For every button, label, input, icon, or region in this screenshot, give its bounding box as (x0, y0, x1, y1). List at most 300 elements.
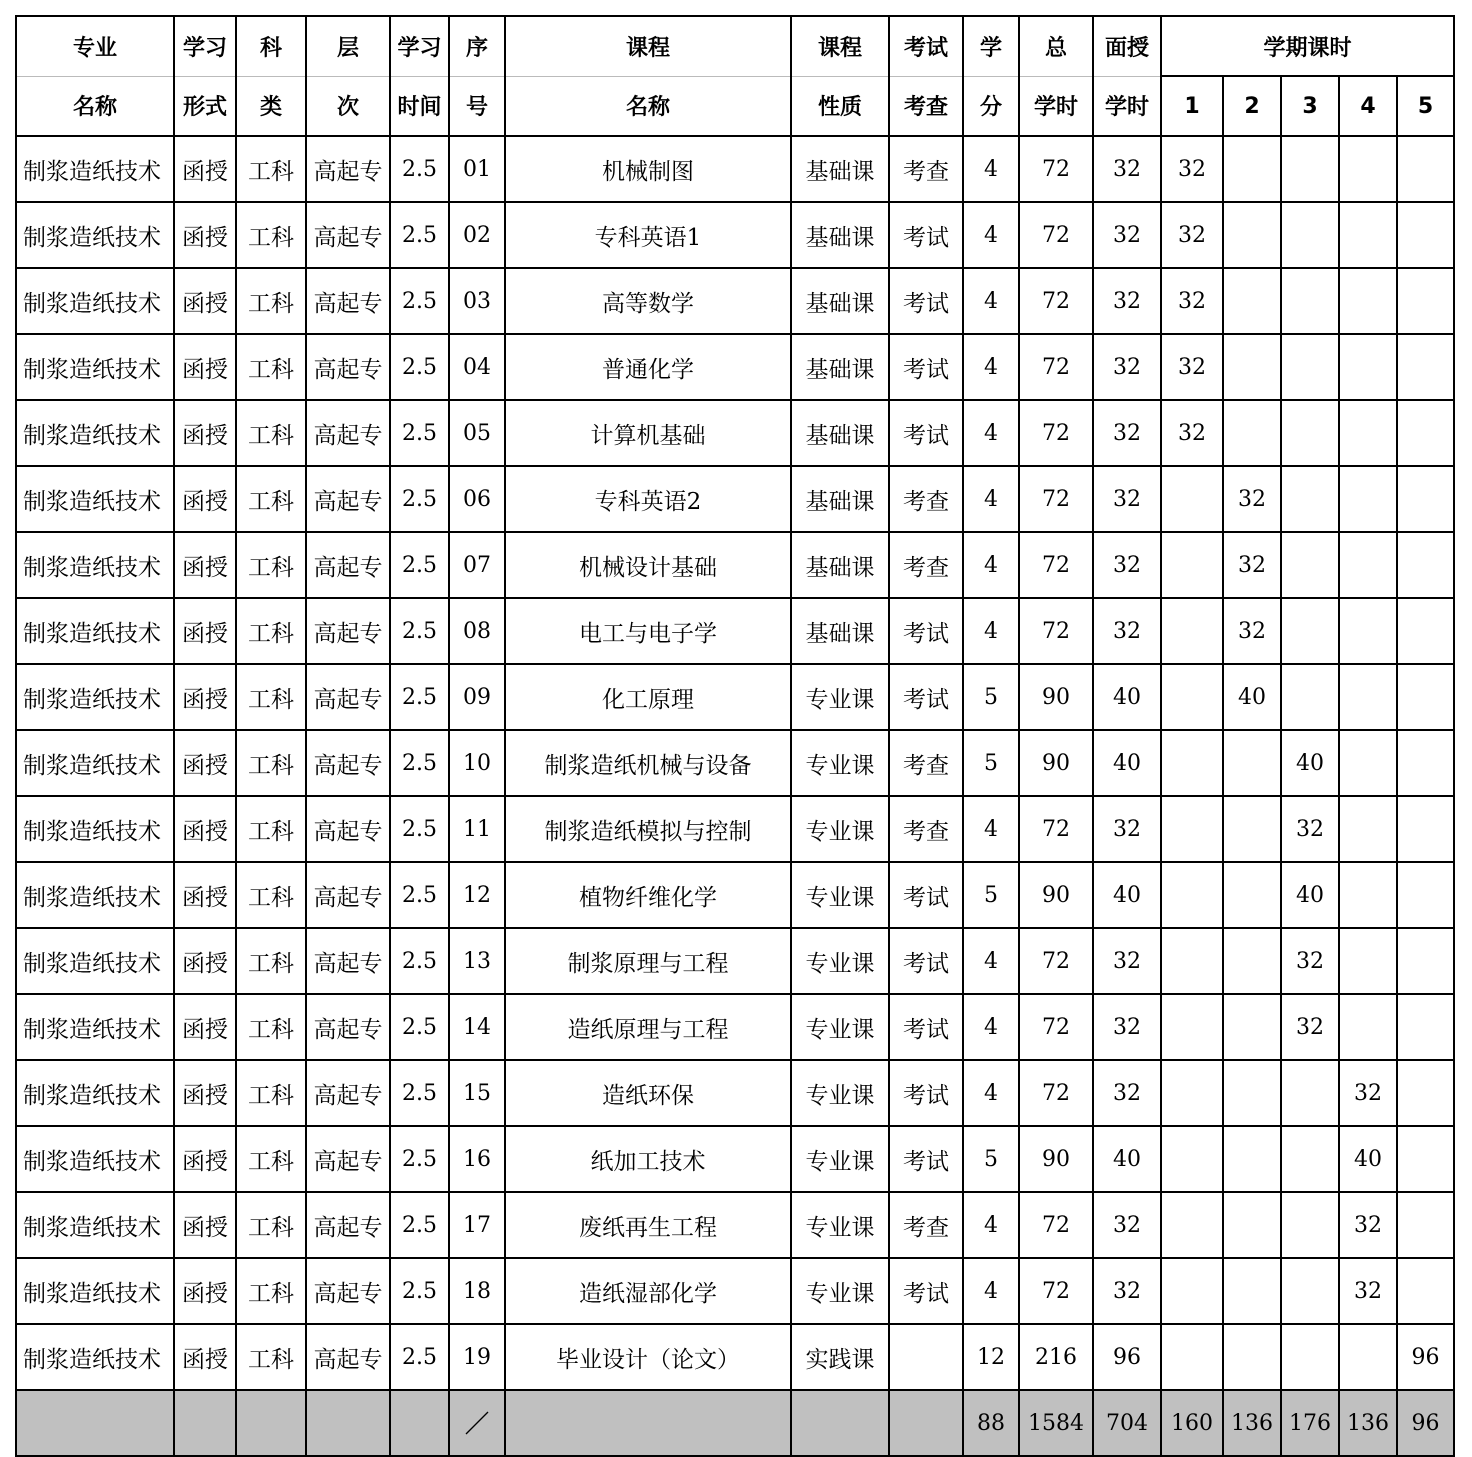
cell-semester-5 (1397, 1126, 1454, 1192)
cell-semester-3: 32 (1281, 994, 1339, 1060)
cell-study-mode: 函授 (174, 862, 236, 928)
cell-course-name: 机械制图 (505, 136, 791, 202)
cell-assessment: 考试 (889, 994, 963, 1060)
cell-semester-1 (1161, 1126, 1223, 1192)
cell-semester-4: 32 (1339, 1060, 1397, 1126)
cell-semester-4 (1339, 664, 1397, 730)
cell-serial: 14 (449, 994, 505, 1060)
table-row (16, 928, 1454, 994)
cell-study-mode: 函授 (174, 1324, 236, 1390)
cell-course-name: 化工原理 (505, 664, 791, 730)
totals-empty-cell (16, 1390, 174, 1456)
cell-study-mode: 函授 (174, 334, 236, 400)
cell-semester-3 (1281, 202, 1339, 268)
cell-major: 制浆造纸技术 (16, 1060, 174, 1126)
cell-semester-1: 32 (1161, 400, 1223, 466)
cell-total-hours: 216 (1019, 1324, 1093, 1390)
cell-semester-1: 32 (1161, 202, 1223, 268)
cell-semester-1 (1161, 664, 1223, 730)
cell-level: 高起专 (306, 1324, 390, 1390)
cell-semester-1: 32 (1161, 334, 1223, 400)
cell-duration: 2.5 (390, 1258, 449, 1324)
totals-total-hours: 1584 (1019, 1390, 1093, 1456)
cell-course-name: 制浆原理与工程 (505, 928, 791, 994)
cell-semester-3 (1281, 532, 1339, 598)
cell-level: 高起专 (306, 1126, 390, 1192)
cell-semester-4 (1339, 994, 1397, 1060)
cell-semester-2 (1223, 796, 1281, 862)
totals-empty-cell (791, 1390, 889, 1456)
cell-level: 高起专 (306, 730, 390, 796)
cell-semester-4 (1339, 202, 1397, 268)
cell-course-type: 专业课 (791, 1126, 889, 1192)
cell-discipline: 工科 (236, 994, 306, 1060)
cell-course-type: 基础课 (791, 268, 889, 334)
cell-course-type: 基础课 (791, 532, 889, 598)
cell-semester-5 (1397, 598, 1454, 664)
cell-serial: 18 (449, 1258, 505, 1324)
cell-major: 制浆造纸技术 (16, 1192, 174, 1258)
cell-discipline: 工科 (236, 334, 306, 400)
cell-semester-2: 32 (1223, 466, 1281, 532)
header-course-name-2: 名称 (505, 76, 791, 136)
cell-duration: 2.5 (390, 1192, 449, 1258)
totals-semester-1: 160 (1161, 1390, 1223, 1456)
cell-level: 高起专 (306, 1192, 390, 1258)
cell-course-name: 纸加工技术 (505, 1126, 791, 1192)
cell-semester-2 (1223, 136, 1281, 202)
cell-study-mode: 函授 (174, 1192, 236, 1258)
totals-face-hours: 704 (1093, 1390, 1161, 1456)
cell-serial: 09 (449, 664, 505, 730)
cell-total-hours: 72 (1019, 928, 1093, 994)
cell-face-hours: 32 (1093, 466, 1161, 532)
cell-semester-1 (1161, 1060, 1223, 1126)
cell-credits: 4 (963, 202, 1019, 268)
cell-face-hours: 96 (1093, 1324, 1161, 1390)
cell-study-mode: 函授 (174, 664, 236, 730)
cell-semester-1 (1161, 1258, 1223, 1324)
cell-duration: 2.5 (390, 136, 449, 202)
cell-total-hours: 72 (1019, 400, 1093, 466)
cell-semester-3: 40 (1281, 730, 1339, 796)
cell-duration: 2.5 (390, 730, 449, 796)
table-row (16, 664, 1454, 730)
cell-semester-5 (1397, 334, 1454, 400)
cell-face-hours: 32 (1093, 598, 1161, 664)
cell-major: 制浆造纸技术 (16, 1324, 174, 1390)
cell-credits: 4 (963, 268, 1019, 334)
cell-serial: 15 (449, 1060, 505, 1126)
cell-course-name: 毕业设计（论文） (505, 1324, 791, 1390)
cell-face-hours: 32 (1093, 928, 1161, 994)
cell-semester-2: 32 (1223, 532, 1281, 598)
header-assessment: 考试 (889, 16, 963, 76)
cell-major: 制浆造纸技术 (16, 796, 174, 862)
cell-credits: 4 (963, 1258, 1019, 1324)
header-row-top (16, 16, 1454, 76)
cell-semester-1 (1161, 1192, 1223, 1258)
cell-semester-1 (1161, 796, 1223, 862)
header-level: 层 (306, 16, 390, 76)
cell-discipline: 工科 (236, 1258, 306, 1324)
cell-total-hours: 90 (1019, 1126, 1093, 1192)
cell-study-mode: 函授 (174, 136, 236, 202)
cell-semester-3: 32 (1281, 796, 1339, 862)
cell-course-name: 植物纤维化学 (505, 862, 791, 928)
cell-total-hours: 72 (1019, 334, 1093, 400)
cell-serial: 12 (449, 862, 505, 928)
cell-credits: 4 (963, 1192, 1019, 1258)
cell-credits: 5 (963, 664, 1019, 730)
cell-major: 制浆造纸技术 (16, 862, 174, 928)
cell-assessment: 考查 (889, 1192, 963, 1258)
cell-semester-4 (1339, 730, 1397, 796)
cell-semester-1 (1161, 730, 1223, 796)
cell-total-hours: 90 (1019, 862, 1093, 928)
cell-credits: 4 (963, 1060, 1019, 1126)
cell-assessment: 考查 (889, 466, 963, 532)
cell-course-type: 基础课 (791, 598, 889, 664)
cell-level: 高起专 (306, 466, 390, 532)
cell-discipline: 工科 (236, 268, 306, 334)
cell-discipline: 工科 (236, 1126, 306, 1192)
cell-course-name: 废纸再生工程 (505, 1192, 791, 1258)
cell-serial: 02 (449, 202, 505, 268)
cell-semester-1: 32 (1161, 136, 1223, 202)
cell-semester-5 (1397, 796, 1454, 862)
cell-face-hours: 32 (1093, 1258, 1161, 1324)
header-semester-3: 3 (1281, 76, 1339, 136)
cell-semester-5 (1397, 1060, 1454, 1126)
cell-face-hours: 32 (1093, 136, 1161, 202)
cell-duration: 2.5 (390, 400, 449, 466)
cell-face-hours: 32 (1093, 796, 1161, 862)
cell-face-hours: 40 (1093, 1126, 1161, 1192)
cell-major: 制浆造纸技术 (16, 598, 174, 664)
cell-duration: 2.5 (390, 268, 449, 334)
cell-serial: 07 (449, 532, 505, 598)
cell-semester-3 (1281, 1126, 1339, 1192)
diagonal-slash-icon (462, 1408, 492, 1438)
cell-duration: 2.5 (390, 1324, 449, 1390)
cell-assessment: 考试 (889, 862, 963, 928)
cell-semester-3: 40 (1281, 862, 1339, 928)
cell-total-hours: 72 (1019, 202, 1093, 268)
cell-semester-1 (1161, 466, 1223, 532)
cell-discipline: 工科 (236, 1324, 306, 1390)
totals-semester-3: 176 (1281, 1390, 1339, 1456)
cell-course-type: 专业课 (791, 796, 889, 862)
cell-duration: 2.5 (390, 796, 449, 862)
cell-assessment: 考查 (889, 796, 963, 862)
table-row (16, 400, 1454, 466)
cell-semester-3 (1281, 466, 1339, 532)
cell-semester-5 (1397, 664, 1454, 730)
cell-assessment: 考试 (889, 598, 963, 664)
cell-level: 高起专 (306, 268, 390, 334)
cell-semester-5 (1397, 268, 1454, 334)
cell-major: 制浆造纸技术 (16, 664, 174, 730)
header-assessment-2: 考查 (889, 76, 963, 136)
cell-assessment: 考试 (889, 1258, 963, 1324)
cell-semester-3 (1281, 400, 1339, 466)
header-serial: 序 (449, 16, 505, 76)
totals-empty-cell (236, 1390, 306, 1456)
cell-study-mode: 函授 (174, 532, 236, 598)
cell-duration: 2.5 (390, 994, 449, 1060)
cell-course-name: 制浆造纸模拟与控制 (505, 796, 791, 862)
cell-face-hours: 32 (1093, 994, 1161, 1060)
cell-course-name: 造纸环保 (505, 1060, 791, 1126)
cell-assessment: 考查 (889, 136, 963, 202)
header-face-hours-2: 学时 (1093, 76, 1161, 136)
cell-assessment: 考试 (889, 268, 963, 334)
cell-semester-4 (1339, 796, 1397, 862)
cell-duration: 2.5 (390, 1060, 449, 1126)
table-row (16, 862, 1454, 928)
cell-study-mode: 函授 (174, 730, 236, 796)
cell-semester-5 (1397, 1192, 1454, 1258)
cell-course-type: 专业课 (791, 730, 889, 796)
cell-assessment: 考试 (889, 1126, 963, 1192)
cell-serial: 11 (449, 796, 505, 862)
cell-semester-4: 32 (1339, 1258, 1397, 1324)
cell-duration: 2.5 (390, 598, 449, 664)
table-row (16, 730, 1454, 796)
cell-semester-2 (1223, 1060, 1281, 1126)
cell-level: 高起专 (306, 862, 390, 928)
cell-total-hours: 72 (1019, 268, 1093, 334)
totals-empty-cell (390, 1390, 449, 1456)
cell-course-type: 基础课 (791, 202, 889, 268)
cell-course-type: 专业课 (791, 994, 889, 1060)
cell-credits: 4 (963, 994, 1019, 1060)
cell-semester-3 (1281, 1192, 1339, 1258)
cell-serial: 16 (449, 1126, 505, 1192)
cell-semester-4 (1339, 928, 1397, 994)
cell-level: 高起专 (306, 796, 390, 862)
cell-study-mode: 函授 (174, 796, 236, 862)
cell-serial: 13 (449, 928, 505, 994)
cell-assessment: 考试 (889, 400, 963, 466)
cell-semester-2 (1223, 334, 1281, 400)
teaching-plan-table (15, 15, 1455, 1457)
cell-semester-1 (1161, 862, 1223, 928)
cell-total-hours: 72 (1019, 598, 1093, 664)
cell-semester-1 (1161, 928, 1223, 994)
cell-total-hours: 72 (1019, 1192, 1093, 1258)
table-row (16, 598, 1454, 664)
cell-assessment: 考查 (889, 532, 963, 598)
cell-discipline: 工科 (236, 1192, 306, 1258)
cell-discipline: 工科 (236, 862, 306, 928)
cell-course-type: 基础课 (791, 136, 889, 202)
header-serial-2: 号 (449, 76, 505, 136)
cell-discipline: 工科 (236, 598, 306, 664)
header-duration-2: 时间 (390, 76, 449, 136)
cell-assessment: 考试 (889, 664, 963, 730)
cell-semester-3 (1281, 136, 1339, 202)
cell-course-name: 机械设计基础 (505, 532, 791, 598)
cell-semester-5 (1397, 994, 1454, 1060)
header-total-hours: 总 (1019, 16, 1093, 76)
cell-course-name: 造纸湿部化学 (505, 1258, 791, 1324)
cell-credits: 4 (963, 466, 1019, 532)
cell-semester-4 (1339, 400, 1397, 466)
cell-level: 高起专 (306, 598, 390, 664)
cell-credits: 4 (963, 400, 1019, 466)
cell-semester-2 (1223, 268, 1281, 334)
cell-major: 制浆造纸技术 (16, 400, 174, 466)
cell-serial: 19 (449, 1324, 505, 1390)
cell-semester-3 (1281, 334, 1339, 400)
cell-duration: 2.5 (390, 664, 449, 730)
cell-study-mode: 函授 (174, 994, 236, 1060)
cell-semester-1 (1161, 1324, 1223, 1390)
table-row (16, 796, 1454, 862)
cell-discipline: 工科 (236, 796, 306, 862)
cell-semester-1 (1161, 598, 1223, 664)
cell-major: 制浆造纸技术 (16, 1126, 174, 1192)
cell-duration: 2.5 (390, 928, 449, 994)
table-row (16, 202, 1454, 268)
cell-assessment: 考试 (889, 334, 963, 400)
table-row (16, 532, 1454, 598)
header-semester-4: 4 (1339, 76, 1397, 136)
header-duration: 学习 (390, 16, 449, 76)
totals-semester-5: 96 (1397, 1390, 1454, 1456)
cell-discipline: 工科 (236, 202, 306, 268)
cell-face-hours: 40 (1093, 664, 1161, 730)
cell-serial: 03 (449, 268, 505, 334)
cell-credits: 5 (963, 862, 1019, 928)
header-discipline-2: 类 (236, 76, 306, 136)
table-row (16, 1258, 1454, 1324)
header-semester-group: 学期课时 (1161, 16, 1454, 76)
cell-assessment: 考试 (889, 928, 963, 994)
cell-serial: 05 (449, 400, 505, 466)
header-face-hours: 面授 (1093, 16, 1161, 76)
cell-assessment: 考试 (889, 1060, 963, 1126)
cell-semester-5: 96 (1397, 1324, 1454, 1390)
cell-discipline: 工科 (236, 928, 306, 994)
cell-serial: 17 (449, 1192, 505, 1258)
cell-major: 制浆造纸技术 (16, 202, 174, 268)
cell-semester-4 (1339, 598, 1397, 664)
cell-credits: 4 (963, 598, 1019, 664)
cell-major: 制浆造纸技术 (16, 268, 174, 334)
header-study-mode: 学习 (174, 16, 236, 76)
cell-semester-5 (1397, 136, 1454, 202)
table-row (16, 1060, 1454, 1126)
cell-level: 高起专 (306, 334, 390, 400)
cell-semester-3 (1281, 1324, 1339, 1390)
cell-semester-4 (1339, 136, 1397, 202)
cell-credits: 5 (963, 1126, 1019, 1192)
totals-slash-cell (449, 1390, 505, 1456)
cell-study-mode: 函授 (174, 928, 236, 994)
cell-semester-5 (1397, 1258, 1454, 1324)
cell-duration: 2.5 (390, 1126, 449, 1192)
totals-empty-cell (306, 1390, 390, 1456)
cell-major: 制浆造纸技术 (16, 466, 174, 532)
cell-face-hours: 32 (1093, 268, 1161, 334)
cell-face-hours: 32 (1093, 400, 1161, 466)
header-semester-5: 5 (1397, 76, 1454, 136)
cell-level: 高起专 (306, 928, 390, 994)
cell-course-type: 专业课 (791, 1060, 889, 1126)
cell-total-hours: 90 (1019, 730, 1093, 796)
cell-semester-2 (1223, 928, 1281, 994)
cell-face-hours: 40 (1093, 862, 1161, 928)
cell-duration: 2.5 (390, 202, 449, 268)
cell-face-hours: 40 (1093, 730, 1161, 796)
cell-total-hours: 72 (1019, 1258, 1093, 1324)
cell-semester-4: 40 (1339, 1126, 1397, 1192)
cell-course-type: 实践课 (791, 1324, 889, 1390)
table-row (16, 334, 1454, 400)
cell-course-type: 专业课 (791, 1192, 889, 1258)
header-major: 专业 (16, 16, 174, 76)
cell-serial: 06 (449, 466, 505, 532)
cell-credits: 4 (963, 136, 1019, 202)
cell-credits: 12 (963, 1324, 1019, 1390)
cell-assessment (889, 1324, 963, 1390)
cell-course-type: 基础课 (791, 466, 889, 532)
cell-semester-1 (1161, 994, 1223, 1060)
cell-semester-2 (1223, 1258, 1281, 1324)
cell-level: 高起专 (306, 1258, 390, 1324)
cell-study-mode: 函授 (174, 268, 236, 334)
cell-total-hours: 90 (1019, 664, 1093, 730)
cell-major: 制浆造纸技术 (16, 928, 174, 994)
cell-assessment: 考试 (889, 202, 963, 268)
cell-study-mode: 函授 (174, 1126, 236, 1192)
totals-credits: 88 (963, 1390, 1019, 1456)
cell-semester-2: 32 (1223, 598, 1281, 664)
header-discipline: 科 (236, 16, 306, 76)
cell-course-type: 基础课 (791, 334, 889, 400)
totals-empty-cell (505, 1390, 791, 1456)
cell-total-hours: 72 (1019, 994, 1093, 1060)
cell-semester-5 (1397, 730, 1454, 796)
cell-semester-5 (1397, 928, 1454, 994)
cell-discipline: 工科 (236, 466, 306, 532)
cell-study-mode: 函授 (174, 400, 236, 466)
cell-semester-2 (1223, 1126, 1281, 1192)
totals-empty-cell (889, 1390, 963, 1456)
cell-course-name: 计算机基础 (505, 400, 791, 466)
cell-discipline: 工科 (236, 1060, 306, 1126)
cell-level: 高起专 (306, 664, 390, 730)
cell-semester-5 (1397, 202, 1454, 268)
cell-assessment: 考查 (889, 730, 963, 796)
cell-credits: 5 (963, 730, 1019, 796)
totals-row (16, 1390, 1454, 1456)
cell-semester-2: 40 (1223, 664, 1281, 730)
cell-serial: 10 (449, 730, 505, 796)
totals-semester-4: 136 (1339, 1390, 1397, 1456)
cell-semester-3 (1281, 664, 1339, 730)
cell-semester-2 (1223, 1192, 1281, 1258)
cell-course-name: 造纸原理与工程 (505, 994, 791, 1060)
cell-level: 高起专 (306, 202, 390, 268)
header-row-bottom (16, 76, 1454, 136)
cell-semester-4: 32 (1339, 1192, 1397, 1258)
cell-major: 制浆造纸技术 (16, 136, 174, 202)
cell-course-type: 专业课 (791, 664, 889, 730)
